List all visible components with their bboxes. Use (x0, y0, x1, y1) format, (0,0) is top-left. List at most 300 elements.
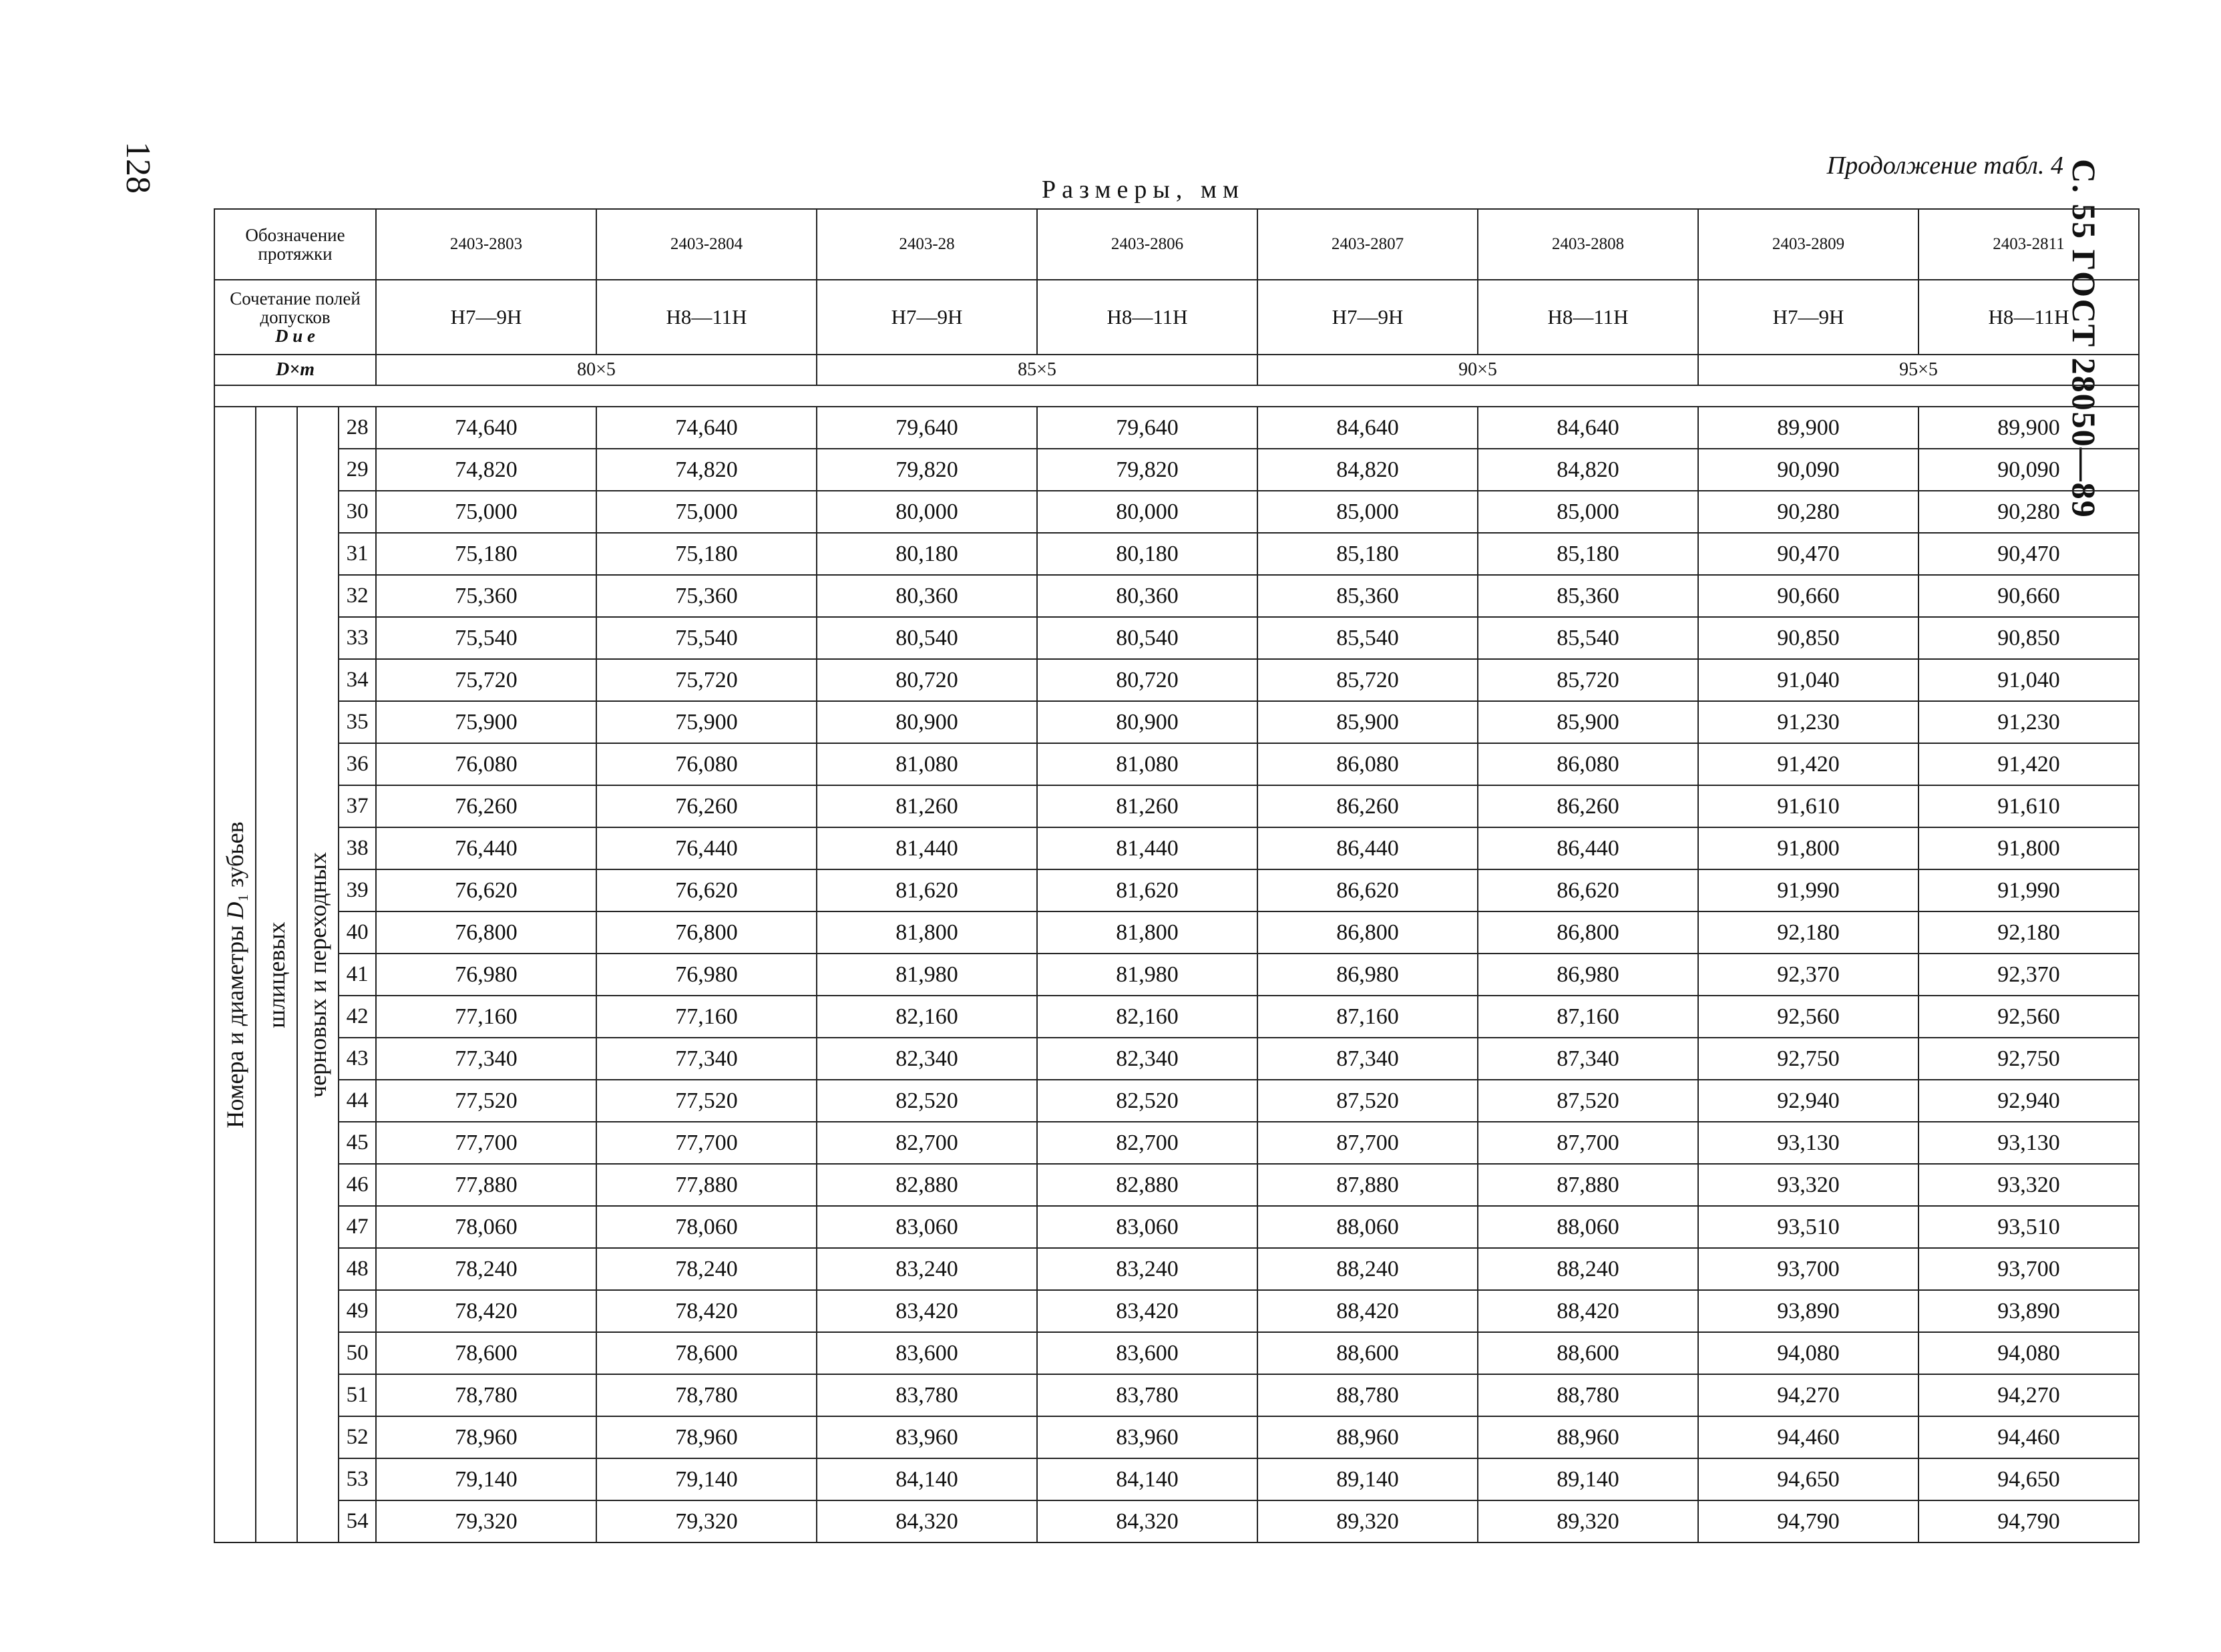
diameter-value: 81,800 (817, 911, 1037, 954)
diameter-value: 85,540 (1257, 617, 1478, 659)
diameter-value: 78,240 (376, 1248, 596, 1290)
diameter-value: 75,360 (596, 575, 817, 617)
diameter-value: 94,790 (1698, 1500, 1919, 1542)
diameter-value: 87,700 (1478, 1122, 1698, 1164)
diameter-value: 90,470 (1919, 533, 2139, 575)
diameter-value: 94,650 (1919, 1458, 2139, 1500)
diameter-value: 77,700 (376, 1122, 596, 1164)
tooth-number: 39 (339, 869, 376, 911)
diameter-value: 82,700 (1037, 1122, 1257, 1164)
tooth-number: 54 (339, 1500, 376, 1542)
diameter-value: 75,720 (376, 659, 596, 701)
diameter-value: 86,980 (1257, 954, 1478, 996)
diameter-value: 80,540 (1037, 617, 1257, 659)
diameter-value: 83,600 (1037, 1332, 1257, 1374)
diameter-value: 83,780 (817, 1374, 1037, 1416)
diameter-value: 76,440 (376, 827, 596, 869)
designation-code: 2403-28 (817, 209, 1037, 280)
designation-code: 2403-2807 (1257, 209, 1478, 280)
diameter-value: 80,000 (817, 491, 1037, 533)
tooth-number: 52 (339, 1416, 376, 1458)
diameter-value: 86,080 (1257, 743, 1478, 785)
diameter-value: 81,080 (1037, 743, 1257, 785)
table-row (214, 491, 2139, 533)
tooth-number: 47 (339, 1206, 376, 1248)
table-row (214, 407, 2139, 449)
diameter-value: 93,130 (1698, 1122, 1919, 1164)
diameter-value: 87,700 (1257, 1122, 1478, 1164)
diameter-value: 80,720 (817, 659, 1037, 701)
diameter-value: 78,780 (596, 1374, 817, 1416)
diameter-value: 86,980 (1478, 954, 1698, 996)
diameter-value: 75,000 (596, 491, 817, 533)
tolerance-header-symbols: D и e (275, 326, 315, 346)
diameter-value: 83,960 (1037, 1416, 1257, 1458)
diameter-value: 78,960 (596, 1416, 817, 1458)
diameter-value: 86,800 (1257, 911, 1478, 954)
diameter-value: 75,540 (596, 617, 817, 659)
tooth-number: 40 (339, 911, 376, 954)
dxm-row (214, 355, 2139, 385)
diameter-value: 91,800 (1919, 827, 2139, 869)
continuation-label: Продолжение табл. 4 (1826, 152, 2063, 180)
table-row (214, 701, 2139, 743)
tooth-number: 44 (339, 1080, 376, 1122)
tooth-number: 31 (339, 533, 376, 575)
diameter-value: 89,140 (1257, 1458, 1478, 1500)
diameter-value: 93,700 (1698, 1248, 1919, 1290)
diameter-value: 90,280 (1698, 491, 1919, 533)
diameter-value: 78,600 (596, 1332, 817, 1374)
tooth-number: 43 (339, 1038, 376, 1080)
diameter-value: 90,660 (1698, 575, 1919, 617)
diameter-value: 93,320 (1698, 1164, 1919, 1206)
diameter-value: 81,440 (1037, 827, 1257, 869)
diameter-value: 91,610 (1919, 785, 2139, 827)
diameter-value: 80,900 (1037, 701, 1257, 743)
diameter-value: 93,510 (1919, 1206, 2139, 1248)
diameter-value: 85,900 (1257, 701, 1478, 743)
diameter-value: 80,900 (817, 701, 1037, 743)
diameter-value: 74,820 (376, 449, 596, 491)
diameter-value: 94,270 (1698, 1374, 1919, 1416)
diameter-value: 84,820 (1257, 449, 1478, 491)
diameter-value: 84,640 (1478, 407, 1698, 449)
diameter-value: 90,850 (1698, 617, 1919, 659)
diameter-value: 91,230 (1698, 701, 1919, 743)
diameter-value: 92,560 (1919, 996, 2139, 1038)
diameter-value: 79,640 (817, 407, 1037, 449)
table-row (214, 1500, 2139, 1542)
diameter-value: 93,890 (1698, 1290, 1919, 1332)
diameter-value: 80,360 (1037, 575, 1257, 617)
vertical-label-diameters: Номера и диаметры D₁ зубьев (222, 821, 249, 1128)
designation-code: 2403-2803 (376, 209, 596, 280)
diameter-value: 79,820 (1037, 449, 1257, 491)
diameter-value: 89,320 (1478, 1500, 1698, 1542)
diameter-value: 75,180 (596, 533, 817, 575)
diameter-value: 81,800 (1037, 911, 1257, 954)
diameter-value: 83,240 (817, 1248, 1037, 1290)
designation-code: 2403-2809 (1698, 209, 1919, 280)
tooth-number: 34 (339, 659, 376, 701)
diameter-value: 87,160 (1257, 996, 1478, 1038)
diameter-value: 85,720 (1257, 659, 1478, 701)
diameter-value: 89,140 (1478, 1458, 1698, 1500)
diameter-value: 81,260 (1037, 785, 1257, 827)
tooth-number: 28 (339, 407, 376, 449)
diameter-value: 85,180 (1478, 533, 1698, 575)
diameter-value: 75,360 (376, 575, 596, 617)
diameter-value: 76,620 (596, 869, 817, 911)
dxm-value: 95×5 (1698, 355, 2139, 385)
diameter-value: 84,640 (1257, 407, 1478, 449)
diameter-value: 78,420 (596, 1290, 817, 1332)
diameter-value: 80,180 (1037, 533, 1257, 575)
designation-code: 2403-2808 (1478, 209, 1698, 280)
diameter-value: 90,280 (1919, 491, 2139, 533)
diameter-value: 94,080 (1698, 1332, 1919, 1374)
diameter-value: 89,320 (1257, 1500, 1478, 1542)
designation-code: 2403-2811 (1919, 209, 2139, 280)
diameter-value: 91,420 (1919, 743, 2139, 785)
diameter-value: 76,260 (376, 785, 596, 827)
header-spacer (214, 385, 2139, 407)
diameter-value: 91,990 (1698, 869, 1919, 911)
diameter-value: 82,340 (817, 1038, 1037, 1080)
diameter-value: 81,080 (817, 743, 1037, 785)
diameter-value: 85,180 (1257, 533, 1478, 575)
diameter-value: 84,140 (1037, 1458, 1257, 1500)
diameter-value: 91,040 (1698, 659, 1919, 701)
diameter-value: 81,980 (817, 954, 1037, 996)
tooth-number: 41 (339, 954, 376, 996)
table-row (214, 1416, 2139, 1458)
table-row (214, 1164, 2139, 1206)
diameter-value: 82,880 (817, 1164, 1037, 1206)
diameter-value: 88,420 (1478, 1290, 1698, 1332)
diameter-value: 77,520 (376, 1080, 596, 1122)
diameter-value: 88,780 (1478, 1374, 1698, 1416)
table-row (214, 617, 2139, 659)
tooth-number: 33 (339, 617, 376, 659)
diameter-value: 81,440 (817, 827, 1037, 869)
diameter-value: 86,440 (1478, 827, 1698, 869)
diameter-value: 91,800 (1698, 827, 1919, 869)
dxm-value: 90×5 (1257, 355, 1698, 385)
diameter-value: 77,880 (596, 1164, 817, 1206)
diameter-value: 87,880 (1257, 1164, 1478, 1206)
tooth-number: 37 (339, 785, 376, 827)
tooth-number: 29 (339, 449, 376, 491)
diameter-value: 75,720 (596, 659, 817, 701)
table-row (214, 869, 2139, 911)
diameter-value: 77,340 (596, 1038, 817, 1080)
diameter-value: 78,240 (596, 1248, 817, 1290)
table-row (214, 1248, 2139, 1290)
diameter-value: 79,820 (817, 449, 1037, 491)
dxm-header-text: D×m (276, 359, 315, 380)
tooth-number: 30 (339, 491, 376, 533)
diameter-value: 83,420 (1037, 1290, 1257, 1332)
table-row (214, 1080, 2139, 1122)
tolerance-value: H7—9H (376, 280, 596, 355)
diameter-value: 85,900 (1478, 701, 1698, 743)
diameter-value: 88,240 (1257, 1248, 1478, 1290)
diameter-value: 93,130 (1919, 1122, 2139, 1164)
diameter-value: 93,320 (1919, 1164, 2139, 1206)
vertical-label-spline: шлицевых (263, 921, 290, 1028)
diameter-value: 75,900 (596, 701, 817, 743)
diameter-value: 87,160 (1478, 996, 1698, 1038)
diameter-value: 80,180 (817, 533, 1037, 575)
sizes-caption: Размеры, мм (1042, 176, 1245, 204)
diameter-value: 76,800 (376, 911, 596, 954)
diameter-value: 77,520 (596, 1080, 817, 1122)
diameter-value: 82,700 (817, 1122, 1037, 1164)
diameter-value: 79,640 (1037, 407, 1257, 449)
vertical-label-cell (297, 407, 339, 1542)
diameter-value: 85,000 (1478, 491, 1698, 533)
diameter-value: 79,320 (596, 1500, 817, 1542)
diameter-value: 82,520 (1037, 1080, 1257, 1122)
tooth-number: 50 (339, 1332, 376, 1374)
table-row (214, 911, 2139, 954)
tolerance-row (214, 280, 2139, 355)
diameter-value: 90,660 (1919, 575, 2139, 617)
vertical-label-cell (256, 407, 297, 1542)
diameter-value: 84,140 (817, 1458, 1037, 1500)
diameter-value: 88,960 (1257, 1416, 1478, 1458)
tolerance-value: H7—9H (1698, 280, 1919, 355)
diameter-value: 83,060 (1037, 1206, 1257, 1248)
diameter-value: 77,700 (596, 1122, 817, 1164)
diameter-value: 93,700 (1919, 1248, 2139, 1290)
diameter-value: 82,160 (817, 996, 1037, 1038)
diameter-value: 78,420 (376, 1290, 596, 1332)
diameter-value: 90,850 (1919, 617, 2139, 659)
diameter-value: 80,720 (1037, 659, 1257, 701)
diameter-value: 81,260 (817, 785, 1037, 827)
table-row (214, 743, 2139, 785)
spacer-cell (214, 385, 2139, 407)
diameter-value: 76,620 (376, 869, 596, 911)
table-row (214, 1290, 2139, 1332)
tolerance-header (214, 280, 376, 355)
diameter-value: 77,340 (376, 1038, 596, 1080)
tolerance-value: H8—11H (596, 280, 817, 355)
diameter-value: 76,980 (376, 954, 596, 996)
diameter-value: 92,180 (1698, 911, 1919, 954)
page-number: 128 (119, 142, 157, 194)
diameter-value: 89,900 (1919, 407, 2139, 449)
table-row (214, 1332, 2139, 1374)
table-row (214, 996, 2139, 1038)
diameter-value: 85,360 (1257, 575, 1478, 617)
diameter-value: 88,960 (1478, 1416, 1698, 1458)
diameter-value: 91,610 (1698, 785, 1919, 827)
diameter-value: 76,440 (596, 827, 817, 869)
designation-code: 2403-2806 (1037, 209, 1257, 280)
diameter-value: 90,090 (1919, 449, 2139, 491)
diameter-value: 93,890 (1919, 1290, 2139, 1332)
diameter-value: 79,140 (596, 1458, 817, 1500)
diameter-value: 88,600 (1478, 1332, 1698, 1374)
diameter-value: 87,520 (1257, 1080, 1478, 1122)
table-row (214, 533, 2139, 575)
table-row (214, 449, 2139, 491)
dxm-header (214, 355, 376, 385)
diameter-value: 83,240 (1037, 1248, 1257, 1290)
diameter-value: 76,080 (596, 743, 817, 785)
diameter-value: 85,720 (1478, 659, 1698, 701)
table-row (214, 1374, 2139, 1416)
diameter-value: 86,800 (1478, 911, 1698, 954)
diameter-value: 74,640 (376, 407, 596, 449)
diameter-value: 86,620 (1478, 869, 1698, 911)
dxm-value: 80×5 (376, 355, 817, 385)
diameter-value: 80,360 (817, 575, 1037, 617)
diameter-value: 83,060 (817, 1206, 1037, 1248)
diameter-value: 91,420 (1698, 743, 1919, 785)
diameter-value: 84,820 (1478, 449, 1698, 491)
diameter-value: 94,460 (1919, 1416, 2139, 1458)
tooth-number: 36 (339, 743, 376, 785)
diameter-value: 91,990 (1919, 869, 2139, 911)
diameter-value: 92,180 (1919, 911, 2139, 954)
diameter-value: 83,960 (817, 1416, 1037, 1458)
diameter-value: 89,900 (1698, 407, 1919, 449)
diameter-value: 83,780 (1037, 1374, 1257, 1416)
table-row (214, 785, 2139, 827)
tolerance-value: H8—11H (1037, 280, 1257, 355)
diameter-value: 85,000 (1257, 491, 1478, 533)
diameter-value: 94,790 (1919, 1500, 2139, 1542)
diameter-value: 75,000 (376, 491, 596, 533)
dxm-value: 85×5 (817, 355, 1257, 385)
diameter-value: 76,080 (376, 743, 596, 785)
table-row (214, 1458, 2139, 1500)
diameter-value: 78,780 (376, 1374, 596, 1416)
diameter-value: 82,520 (817, 1080, 1037, 1122)
diameter-value: 80,540 (817, 617, 1037, 659)
table-row (214, 659, 2139, 701)
tooth-number: 38 (339, 827, 376, 869)
diameter-value: 75,180 (376, 533, 596, 575)
diameter-value: 75,900 (376, 701, 596, 743)
tolerance-value: H8—11H (1478, 280, 1698, 355)
diameter-value: 81,980 (1037, 954, 1257, 996)
diameter-value: 78,060 (596, 1206, 817, 1248)
tolerance-header-text: Сочетание полей допусков (230, 288, 361, 327)
diameter-value: 75,540 (376, 617, 596, 659)
diameter-value: 93,510 (1698, 1206, 1919, 1248)
diameter-value: 74,820 (596, 449, 817, 491)
diameter-value: 90,090 (1698, 449, 1919, 491)
diameter-value: 86,440 (1257, 827, 1478, 869)
diameter-value: 81,620 (1037, 869, 1257, 911)
diameter-value: 78,060 (376, 1206, 596, 1248)
tolerance-value: H7—9H (1257, 280, 1478, 355)
diameter-value: 94,080 (1919, 1332, 2139, 1374)
diameter-value: 88,600 (1257, 1332, 1478, 1374)
diameter-value: 85,360 (1478, 575, 1698, 617)
designation-row (214, 209, 2139, 280)
diameter-value: 92,560 (1698, 996, 1919, 1038)
diameter-value: 86,260 (1257, 785, 1478, 827)
diameter-value: 94,650 (1698, 1458, 1919, 1500)
designation-header: Обозначение протяжки (214, 209, 376, 280)
designation-code: 2403-2804 (596, 209, 817, 280)
vertical-label-rough: черновых и переходных (305, 851, 332, 1098)
tooth-number: 48 (339, 1248, 376, 1290)
diameter-value: 79,320 (376, 1500, 596, 1542)
diameter-value: 82,160 (1037, 996, 1257, 1038)
diameter-value: 92,370 (1919, 954, 2139, 996)
diameter-value: 82,340 (1037, 1038, 1257, 1080)
diameter-value: 81,620 (817, 869, 1037, 911)
table-row (214, 954, 2139, 996)
tooth-number: 42 (339, 996, 376, 1038)
tooth-number: 45 (339, 1122, 376, 1164)
diameter-value: 74,640 (596, 407, 817, 449)
diameter-value: 77,160 (376, 996, 596, 1038)
tooth-number: 46 (339, 1164, 376, 1206)
diameter-value: 92,750 (1698, 1038, 1919, 1080)
tolerance-value: H8—11H (1919, 280, 2139, 355)
diameter-value: 82,880 (1037, 1164, 1257, 1206)
tooth-number: 49 (339, 1290, 376, 1332)
table-row (214, 827, 2139, 869)
diameter-value: 87,520 (1478, 1080, 1698, 1122)
diameter-value: 92,940 (1919, 1080, 2139, 1122)
diameter-value: 94,460 (1698, 1416, 1919, 1458)
diameter-value: 76,260 (596, 785, 817, 827)
tooth-number: 35 (339, 701, 376, 743)
diameter-value: 87,880 (1478, 1164, 1698, 1206)
diameter-value: 87,340 (1478, 1038, 1698, 1080)
diameter-value: 77,880 (376, 1164, 596, 1206)
diameter-value: 78,960 (376, 1416, 596, 1458)
diameter-value: 83,420 (817, 1290, 1037, 1332)
diameter-value: 86,260 (1478, 785, 1698, 827)
broach-dimensions-table (214, 208, 2140, 1543)
diameter-value: 78,600 (376, 1332, 596, 1374)
diameter-value: 92,750 (1919, 1038, 2139, 1080)
diameter-value: 77,160 (596, 996, 817, 1038)
diameter-value: 84,320 (817, 1500, 1037, 1542)
diameter-value: 86,080 (1478, 743, 1698, 785)
diameter-value: 92,940 (1698, 1080, 1919, 1122)
diameter-value: 79,140 (376, 1458, 596, 1500)
diameter-value: 88,060 (1257, 1206, 1478, 1248)
table-row (214, 575, 2139, 617)
standard-label: С. 55 ГОСТ 28050—89 (2065, 159, 2103, 519)
diameter-value: 90,470 (1698, 533, 1919, 575)
diameter-value: 91,040 (1919, 659, 2139, 701)
diameter-value: 76,980 (596, 954, 817, 996)
table-row (214, 1122, 2139, 1164)
diameter-value: 88,420 (1257, 1290, 1478, 1332)
diameter-value: 83,600 (817, 1332, 1037, 1374)
diameter-value: 87,340 (1257, 1038, 1478, 1080)
diameter-value: 88,780 (1257, 1374, 1478, 1416)
tolerance-value: H7—9H (817, 280, 1037, 355)
diameter-value: 86,620 (1257, 869, 1478, 911)
diameter-value: 80,000 (1037, 491, 1257, 533)
tooth-number: 53 (339, 1458, 376, 1500)
tooth-number: 32 (339, 575, 376, 617)
